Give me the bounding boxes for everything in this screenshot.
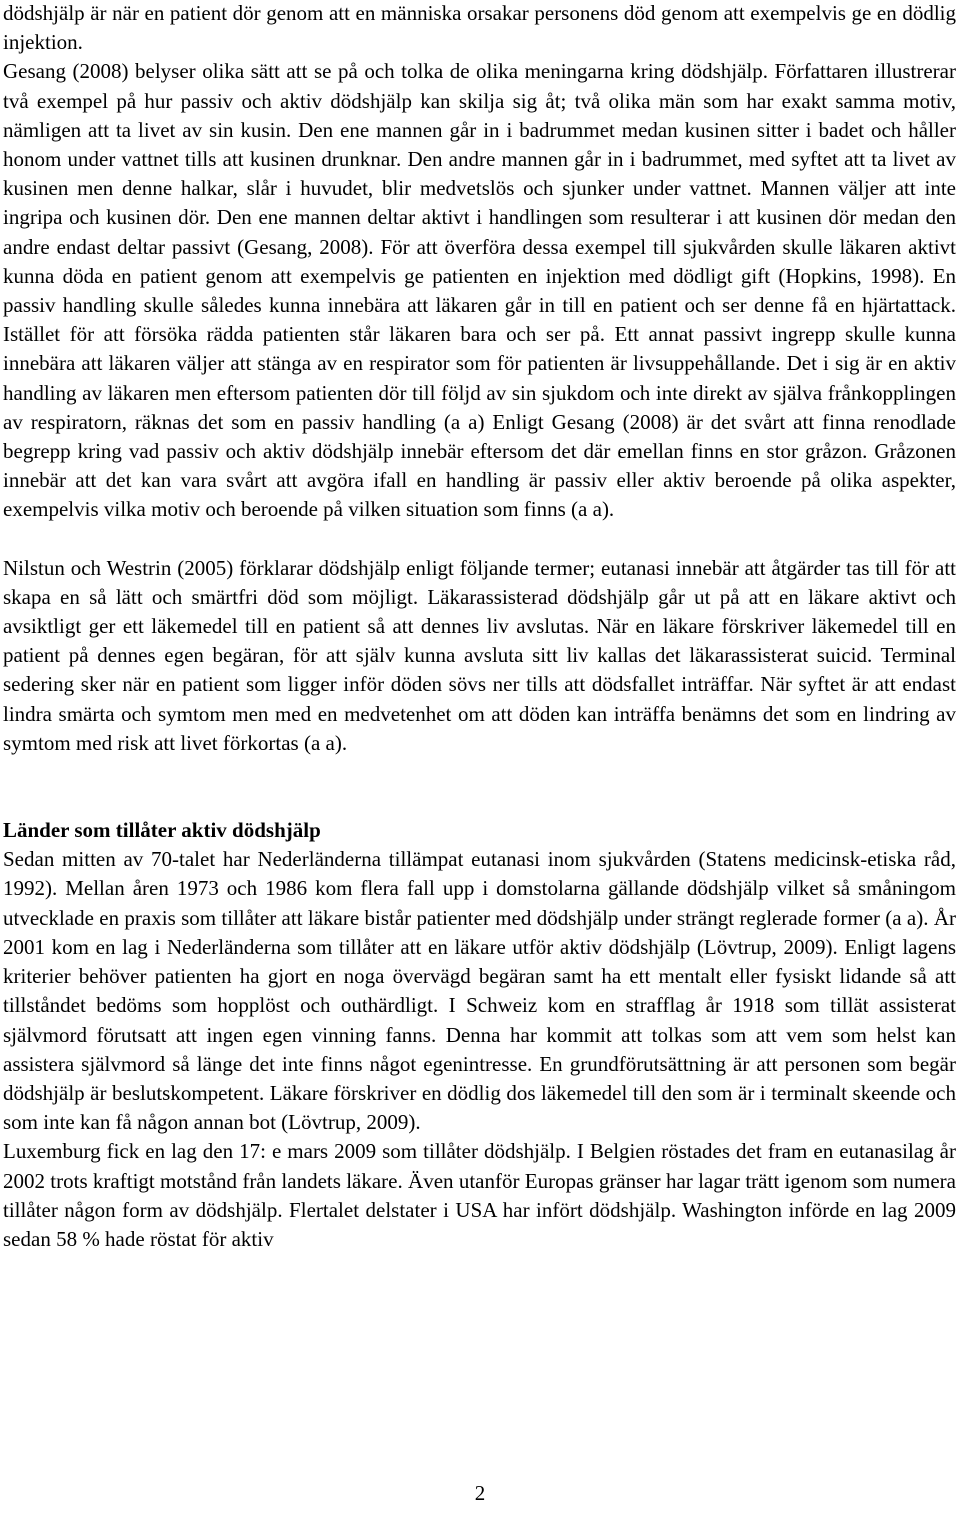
paragraph-nilstun-westrin-terms: Nilstun och Westrin (2005) förklarar dödshjälp enligt följande termer; eutanasi innebär att åtgärder tas till för att skapa en så lätt och smärtfri död som möjligt. Läkarassisterad dödshjälp går ut på att en läkare aktivt och avsiktligt ger ett läkemedel till en patient så att dennes liv avslutas. När en läkare förskriver läkemedel till en patient på dennes egen begäran, för att själv kunna avsluta sitt liv kallas det läkarassisterat suicid. Terminal sedering sker när en patient som ligger inför döden sövs ner tills att dödsfallet inträffar. När syftet är att endast lindra smärta och symtom men med en medvetenhet om att döden kan inträffa benämns det som en lindring av symtom med risk att livet förkortas (a a). (3, 555, 956, 755)
paragraph-dodshjalp-definition: dödshjälp är när en patient dör genom att en människa orsakar personens död genom att exempelvis ge en dödlig injektion. (3, 1, 956, 55)
paragraph-nederlanderna-schweiz: Sedan mitten av 70-talet har Nederländerna tillämpat eutanasi inom sjukvården (Statens medicinsk-etiska råd, 1992). Mellan åren 1973 och 1986 kom flera fall upp i domstolarna gällande dödshjälp vilket så småningom utvecklade en praxis som tillåter att läkare bistår patienter med dödshjälp under strängt reglerade former (a a). År 2001 kom en lag i Nederländerna som tillåter att en läkare utför aktiv dödshjälp (Lövtrup, 2009). Enligt lagens kriterier behöver patienten ha gjort en noga övervägd begäran samt ha ett mentalt eller fysiskt lidande så att tillståndet bedöms som hopplöst och outhärdligt. I Schweiz kom en strafflag år 1918 som tillät assisterat självmord förutsatt att ingen egen vinning fanns. Denna har kommit att tolkas som att vem som helst kan assistera självmord så länge det inte finns något egenintresse. En grundförutsättning är att personen som begär dödshjälp är beslutskompetent. Läkare förskriver en dödlig dos läkemedel till den som är i terminalt skeende och som inte kan få någon annan bot (Lövtrup, 2009). (3, 847, 956, 1135)
paragraph-luxemburg-belgien-usa: Luxemburg fick en lag den 17: e mars 2009 som tillåter dödshjälp. I Belgien röstades det fram en eutanasilag år 2002 trots kraftigt motstånd från landets läkare. Även utanför Europas gränser har lagar trätt igenom som numera tillåter någon form av dödshjälp. Flertalet delstater i USA har infört dödshjälp. Washington införde en lag 2009 sedan 58 % hade röstat för aktiv (3, 1139, 956, 1251)
paragraph-spacer (3, 525, 956, 554)
section-heading: Länder som tillåter aktiv dödshjälp (3, 818, 321, 843)
paragraph-gesang-examples: Gesang (2008) belyser olika sätt att se på och tolka de olika meningarna kring dödshjälp. Författaren illustrerar två exempel på hur passiv och aktiv dödshjälp kan skilja sig åt; två olika män som har exakt samma motiv, nämligen att ta livet av sin kusin. Den ene mannen går in i badrummet medan kusinen sitter i badet och håller honom under vattnet tills att kusinen drunknar. Den andre mannen går in i badrummet, med syftet att ta livet av kusinen men denne halkar, slår i huvudet, blir medvetslös och sjunker under vattnet. Mannen väljer att inte ingripa och kusinen dör. Den ene mannen deltar aktivt i handlingen som resulterar i att kusinen dör medan den andre endast deltar passivt (Gesang, 2008). För att överföra dessa exempel till sjukvården skulle läkaren aktivt kunna döda en patient genom att exempelvis ge patienten en injektion med dödligt gift (Hopkins, 1998). En passiv handling skulle således kunna innebära att läkaren går in till en patient och ser denne få en hjärtattack. Istället för att försöka rädda patienten står läkaren bara och ser på. Ett annat passivt ingrepp skulle kunna innebära att läkaren väljer att stänga av en respirator som för patienten är livsuppehållande. Det i sig är en aktiv handling av läkaren men eftersom patienten dör till följd av sin sjukdom och inte direkt av själva frånkopplingen av respiratorn, räknas det som en passiv handling (a a) Enligt Gesang (2008) är det svårt att finna renodlade begrepp kring vad passiv och aktiv dödshjälp innebär eftersom det där emellan finns en stor gråzon. Gråzonen innebär att det kan vara svårt att avgöra ifall en handling är passiv eller aktiv beroende på olika aspekter, exempelvis vilka motiv och beroende på vilken situation som finns (a a). (3, 59, 956, 522)
document-body (3, 0, 956, 1254)
page-number: 2 (474, 1481, 486, 1505)
section-spacer (3, 758, 956, 816)
